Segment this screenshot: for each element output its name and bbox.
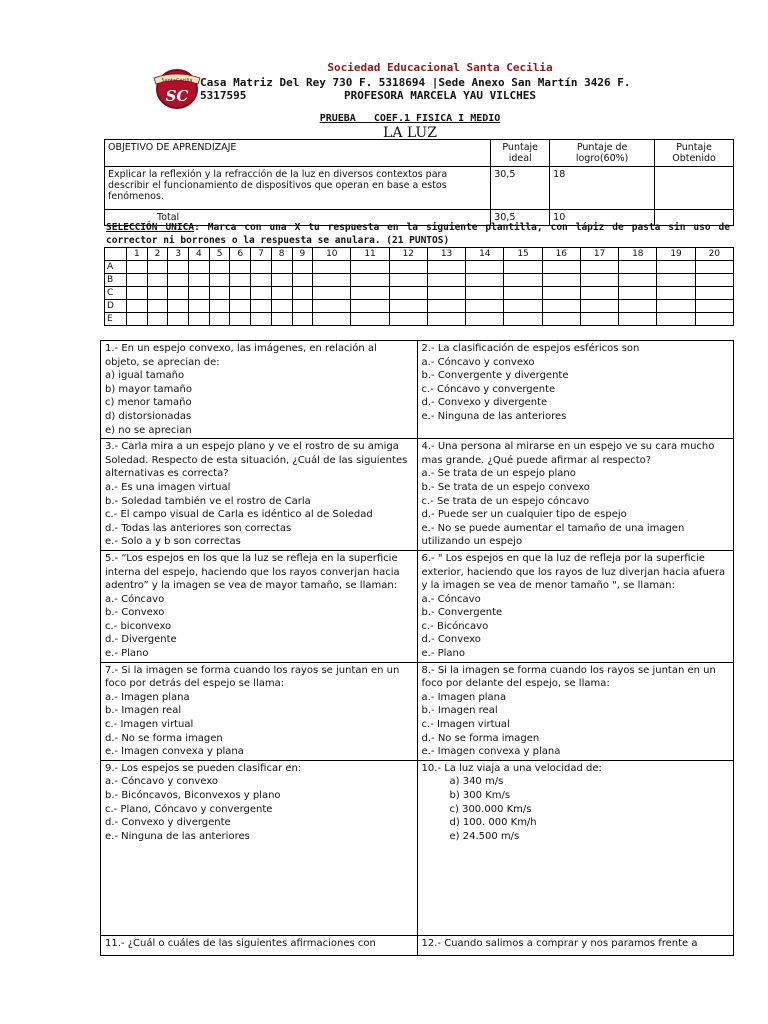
answer-option: d.- Puede ser un cualquier tipo de espejo	[421, 509, 627, 521]
answer-cell[interactable]	[251, 261, 272, 274]
answer-cell[interactable]	[657, 313, 695, 326]
answer-option: e) no se aprecian	[105, 424, 192, 436]
answer-option: a.- Cóncavo y convexo	[421, 356, 535, 368]
answer-cell[interactable]	[271, 274, 292, 287]
answer-option: a.- Cóncavo y convexo	[105, 776, 219, 788]
answer-cell[interactable]	[147, 274, 168, 287]
answer-cell[interactable]	[209, 274, 230, 287]
test-label: PRUEBA	[319, 113, 356, 124]
answer-cell[interactable]	[292, 274, 313, 287]
answer-option: d.- Convexo	[421, 634, 481, 646]
grid-column-header: 15	[504, 248, 542, 261]
answer-cell[interactable]	[292, 313, 313, 326]
answer-cell[interactable]	[657, 287, 695, 300]
question-cell	[101, 341, 418, 439]
answer-grid	[104, 247, 734, 326]
answer-cell[interactable]	[504, 300, 542, 313]
question-cell	[417, 760, 734, 935]
question-text: 12.- Cuando salimos a comprar y nos paramos frente a	[421, 937, 698, 949]
objective-header: OBJETIVO DE APRENDIZAJE	[105, 140, 491, 167]
answer-option: d.- Convexo y divergente	[105, 817, 231, 829]
instructions-label: SELECCIÓN UNICA	[106, 222, 195, 233]
instructions-text: : Marca con una X tu respuesta en la siguiente plantilla, con lápiz de pasta sin uso de corrector ni borrones o la respuesta se anulara. (21 PUNTOS)	[106, 222, 730, 246]
answer-option: a.- Es una imagen virtual	[105, 481, 231, 493]
answer-cell[interactable]	[251, 313, 272, 326]
answer-cell[interactable]	[168, 274, 189, 287]
answer-cell[interactable]	[695, 274, 733, 287]
answer-cell[interactable]	[427, 274, 465, 287]
answer-cell[interactable]	[542, 287, 580, 300]
question-cell	[101, 550, 418, 662]
total-ideal: 30,5	[491, 210, 550, 226]
answer-cell[interactable]	[230, 274, 251, 287]
grid-column-header: 2	[147, 248, 168, 261]
answer-option: a) 340 m/s	[449, 776, 504, 788]
answer-cell[interactable]	[504, 261, 542, 274]
answer-option: a.- Cóncavo	[421, 593, 481, 605]
answer-cell[interactable]	[466, 300, 504, 313]
answer-cell[interactable]	[504, 313, 542, 326]
answer-option: b.- Imagen real	[105, 705, 182, 717]
answer-cell[interactable]	[427, 300, 465, 313]
question-cell	[417, 439, 734, 551]
answer-cell[interactable]	[271, 313, 292, 326]
grid-row-label: C	[105, 287, 127, 300]
answer-cell[interactable]	[189, 261, 210, 274]
answer-cell[interactable]	[351, 313, 389, 326]
answer-option: a.- Cóncavo	[105, 593, 165, 605]
grid-column-header: 12	[389, 248, 427, 261]
answer-cell[interactable]	[189, 287, 210, 300]
answer-cell[interactable]	[209, 261, 230, 274]
answer-cell[interactable]	[147, 313, 168, 326]
grid-column-header: 17	[580, 248, 618, 261]
question-cell	[417, 662, 734, 760]
ideal-value: 30,5	[491, 167, 550, 210]
answer-cell[interactable]	[695, 300, 733, 313]
answer-cell[interactable]	[127, 300, 148, 313]
objective-table	[104, 139, 734, 226]
answer-option: d.- Convexo y divergente	[421, 397, 548, 409]
answer-option: c.- Imagen virtual	[421, 719, 510, 731]
answer-cell[interactable]	[230, 287, 251, 300]
answer-cell[interactable]	[542, 313, 580, 326]
ideal-header: Puntaje ideal	[491, 140, 550, 167]
answer-option: c.- Bicóncavo	[421, 620, 489, 632]
answer-cell[interactable]	[127, 287, 148, 300]
answer-cell[interactable]	[351, 261, 389, 274]
answer-cell[interactable]	[619, 300, 657, 313]
grid-column-header: 5	[209, 248, 230, 261]
answer-cell[interactable]	[504, 287, 542, 300]
question-text: 3.- Carla mira a un espejo plano y ve el rostro de su amiga Soledad. Respecto de esta situación, ¿Cuál de las siguientes alternativas es correcta?	[105, 441, 408, 480]
answer-option: c.- biconvexo	[105, 620, 172, 632]
school-logo	[152, 66, 202, 110]
question-text: 2.- La clasificación de espejos esféricos son	[421, 343, 640, 354]
grid-row-label: D	[105, 300, 127, 313]
grid-column-header: 8	[271, 248, 292, 261]
answer-option: d) distorsionadas	[105, 410, 192, 422]
answer-cell[interactable]	[168, 287, 189, 300]
test-title: COEF.1 FISICA I MEDIO	[373, 113, 501, 124]
question-cell	[101, 760, 418, 935]
question-text: 5.- “Los espejos en los que la luz se refleja en la superficie interna del espejo, haciendo que los rayos converjan hacia adentro” y la imagen se vea de mayor tamaño, se llaman:	[105, 552, 400, 592]
answer-cell[interactable]	[313, 287, 351, 300]
answer-cell[interactable]	[127, 313, 148, 326]
answer-option: b.- Se trata de un espejo convexo	[421, 481, 590, 493]
answer-cell[interactable]	[313, 274, 351, 287]
answer-cell[interactable]	[271, 287, 292, 300]
answer-cell[interactable]	[542, 274, 580, 287]
answer-option: b.- Convergente y divergente	[421, 370, 569, 382]
answer-cell[interactable]	[168, 313, 189, 326]
answer-option: e.- Solo a y b son correctas	[105, 536, 241, 548]
answer-cell[interactable]	[542, 261, 580, 274]
question-text: 10.- La luz viaja a una velocidad de:	[421, 762, 602, 774]
answer-cell[interactable]	[147, 261, 168, 274]
answer-cell[interactable]	[313, 313, 351, 326]
answer-cell[interactable]	[230, 300, 251, 313]
answer-option: e.- Plano	[421, 648, 466, 660]
grid-row-label: A	[105, 261, 127, 274]
logro-header: Puntaje de logro(60%)	[550, 140, 655, 167]
answer-option: e.- Imagen convexa y plana	[421, 746, 561, 758]
answer-cell[interactable]	[168, 261, 189, 274]
grid-column-header: 13	[427, 248, 465, 261]
answer-cell[interactable]	[427, 313, 465, 326]
answer-cell[interactable]	[168, 300, 189, 313]
answer-cell[interactable]	[230, 261, 251, 274]
answer-cell[interactable]	[127, 274, 148, 287]
answer-option: d.- Divergente	[105, 634, 177, 646]
answer-cell[interactable]	[542, 300, 580, 313]
answer-option: c.- Se trata de un espejo cóncavo	[421, 495, 590, 507]
question-text: 1.- En un espejo convexo, las imágenes, en relación al objeto, se aprecian de:	[105, 343, 377, 368]
answer-cell[interactable]	[619, 261, 657, 274]
answer-cell[interactable]	[271, 300, 292, 313]
answer-option: e.- Imagen convexa y plana	[105, 746, 244, 758]
answer-cell[interactable]	[389, 287, 427, 300]
answer-cell[interactable]	[313, 300, 351, 313]
grid-column-header: 9	[292, 248, 313, 261]
answer-option: e) 24.500 m/s	[449, 830, 520, 842]
grid-column-header: 6	[230, 248, 251, 261]
answer-cell[interactable]	[657, 300, 695, 313]
grid-row-label: B	[105, 274, 127, 287]
question-text: 8.- Si la imagen se forma cuando los rayos se juntan en un foco por delante del espejo, se llama:	[421, 664, 716, 690]
question-cell	[417, 550, 734, 662]
question-text: 6.- " Los espejos en que la luz de refleja por la superficie exterior, haciendo que los rayos de luz diverjan hacia afuera y la imagen se vea de menor tamaño ", se llaman:	[421, 552, 726, 592]
answer-cell[interactable]	[189, 300, 210, 313]
answer-cell[interactable]	[389, 274, 427, 287]
answer-cell[interactable]	[657, 261, 695, 274]
answer-cell[interactable]	[189, 274, 210, 287]
answer-option: a.- Imagen plana	[421, 691, 507, 703]
answer-cell[interactable]	[580, 313, 618, 326]
grid-column-header: 3	[168, 248, 189, 261]
answer-cell[interactable]	[466, 287, 504, 300]
answer-cell[interactable]	[619, 313, 657, 326]
answer-option: b.- Imagen real	[421, 705, 498, 717]
question-text: 4.- Una persona al mirarse en un espejo ve su cara mucho mas grande. ¿Qué puede afirmar al respecto?	[421, 441, 715, 466]
answer-cell[interactable]	[189, 313, 210, 326]
answer-option: c) menor tamaño	[105, 397, 192, 409]
answer-option: b) 300 Km/s	[449, 790, 511, 801]
logo-initials: SC	[165, 87, 189, 105]
grid-column-header: 16	[542, 248, 580, 261]
answer-option: b.- Bicóncavos, Biconvexos y plano	[105, 790, 281, 801]
answer-option: e.- Ninguna de las anteriores	[421, 410, 567, 422]
grid-column-header: 18	[619, 248, 657, 261]
questions-table	[100, 340, 734, 956]
grid-column-header: 20	[695, 248, 733, 261]
answer-cell[interactable]	[389, 313, 427, 326]
answer-option: b.- Convergente	[421, 607, 503, 619]
answer-cell[interactable]	[695, 261, 733, 274]
grid-column-header: 14	[466, 248, 504, 261]
grid-column-header: 19	[657, 248, 695, 261]
instructions	[106, 221, 730, 247]
total-label: Total	[105, 210, 491, 226]
answer-option: a) igual tamaño	[105, 370, 185, 382]
answer-cell[interactable]	[695, 287, 733, 300]
answer-option: b) mayor tamaño	[105, 383, 192, 395]
answer-cell[interactable]	[127, 261, 148, 274]
answer-cell[interactable]	[466, 274, 504, 287]
answer-cell[interactable]	[657, 274, 695, 287]
answer-option: c.- El campo visual de Carla es idéntico al de Soledad	[105, 509, 373, 521]
answer-option: c) 300.000 Km/s	[449, 803, 532, 815]
answer-option: a.- Se trata de un espejo plano	[421, 468, 576, 480]
grid-column-header: 4	[189, 248, 210, 261]
total-logro: 10	[550, 210, 655, 226]
answer-option: c.- Plano, Cóncavo y convergente	[105, 803, 273, 815]
answer-cell[interactable]	[427, 287, 465, 300]
grid-column-header: 11	[351, 248, 389, 261]
answer-option: c.- Imagen virtual	[105, 719, 194, 731]
answer-cell[interactable]	[466, 313, 504, 326]
subject-title: LA LUZ	[383, 125, 437, 141]
question-text: 7.- Si la imagen se forma cuando los rayos se juntan en un foco por detrás del espejo se llama:	[105, 664, 400, 690]
question-cell	[101, 439, 418, 551]
answer-option: d.- No se forma imagen	[421, 732, 540, 744]
answer-option: e.- Ninguna de las anteriores	[105, 830, 250, 842]
question-cell	[417, 935, 734, 955]
answer-cell[interactable]	[580, 287, 618, 300]
answer-option: b.- Soledad también ve el rostro de Carla	[105, 495, 311, 507]
logo-ribbon-text: SantaCecilia	[161, 78, 193, 84]
answer-cell[interactable]	[251, 287, 272, 300]
answer-cell[interactable]	[147, 300, 168, 313]
teacher-name: PROFESORA MARCELA YAU VILCHES	[343, 89, 537, 102]
answer-cell[interactable]	[292, 261, 313, 274]
answer-cell[interactable]	[313, 261, 351, 274]
grid-corner	[105, 248, 127, 261]
answer-cell[interactable]	[351, 300, 389, 313]
answer-option: a.- Imagen plana	[105, 691, 190, 703]
answer-option: d.- No se forma imagen	[105, 732, 223, 744]
answer-option: c.- Cóncavo y convergente	[421, 383, 556, 395]
logro-value: 18	[550, 167, 655, 210]
obtenido-header: Puntaje Obtenido	[655, 140, 734, 167]
answer-cell[interactable]	[619, 274, 657, 287]
answer-cell[interactable]	[695, 313, 733, 326]
question-text: 11.- ¿Cuál o cuáles de las siguientes afirmaciones con	[105, 937, 376, 949]
answer-cell[interactable]	[580, 300, 618, 313]
grid-column-header: 1	[127, 248, 148, 261]
grid-column-header: 10	[313, 248, 351, 261]
school-name: Sociedad Educacional Santa Cecilia	[327, 61, 553, 74]
answer-cell[interactable]	[466, 261, 504, 274]
answer-cell[interactable]	[292, 287, 313, 300]
answer-cell[interactable]	[271, 261, 292, 274]
answer-cell[interactable]	[351, 287, 389, 300]
question-text: 9.- Los espejos se pueden clasificar en:	[105, 762, 302, 774]
answer-option: e.- Plano	[105, 648, 149, 660]
answer-cell[interactable]	[504, 274, 542, 287]
question-cell	[417, 341, 734, 439]
answer-cell[interactable]	[580, 274, 618, 287]
answer-cell[interactable]	[251, 300, 272, 313]
answer-cell[interactable]	[230, 313, 251, 326]
question-cell	[101, 662, 418, 760]
answer-cell[interactable]	[427, 261, 465, 274]
answer-cell[interactable]	[580, 261, 618, 274]
answer-cell[interactable]	[619, 287, 657, 300]
answer-cell[interactable]	[389, 300, 427, 313]
grid-row-label: E	[105, 313, 127, 326]
answer-option: d) 100. 000 Km/h	[449, 817, 537, 829]
answer-cell[interactable]	[147, 287, 168, 300]
obtenido-value[interactable]	[655, 167, 734, 210]
objective-text: Explicar la reflexión y la refracción de la luz en diversos contextos para describir el funcionamiento de dispositivos que operan en base a estos fenómenos.	[105, 167, 491, 210]
answer-option: b.- Convexo	[105, 607, 165, 619]
answer-cell[interactable]	[351, 274, 389, 287]
answer-option: e.- No se puede aumentar el tamaño de una imagen utilizando un espejo	[421, 522, 685, 548]
answer-option: d.- Todas las anteriores son correctas	[105, 522, 292, 534]
grid-column-header: 7	[251, 248, 272, 261]
question-cell	[101, 935, 418, 955]
test-title-line	[300, 113, 520, 124]
answer-cell[interactable]	[209, 313, 230, 326]
school-address: Casa Matriz Del Rey 730 F. 5318694 |Sede Anexo San Martín 3426 F. 5317595	[200, 76, 631, 102]
answer-cell[interactable]	[292, 300, 313, 313]
answer-cell[interactable]	[389, 261, 427, 274]
answer-cell[interactable]	[209, 300, 230, 313]
answer-cell[interactable]	[209, 287, 230, 300]
answer-cell[interactable]	[251, 274, 272, 287]
